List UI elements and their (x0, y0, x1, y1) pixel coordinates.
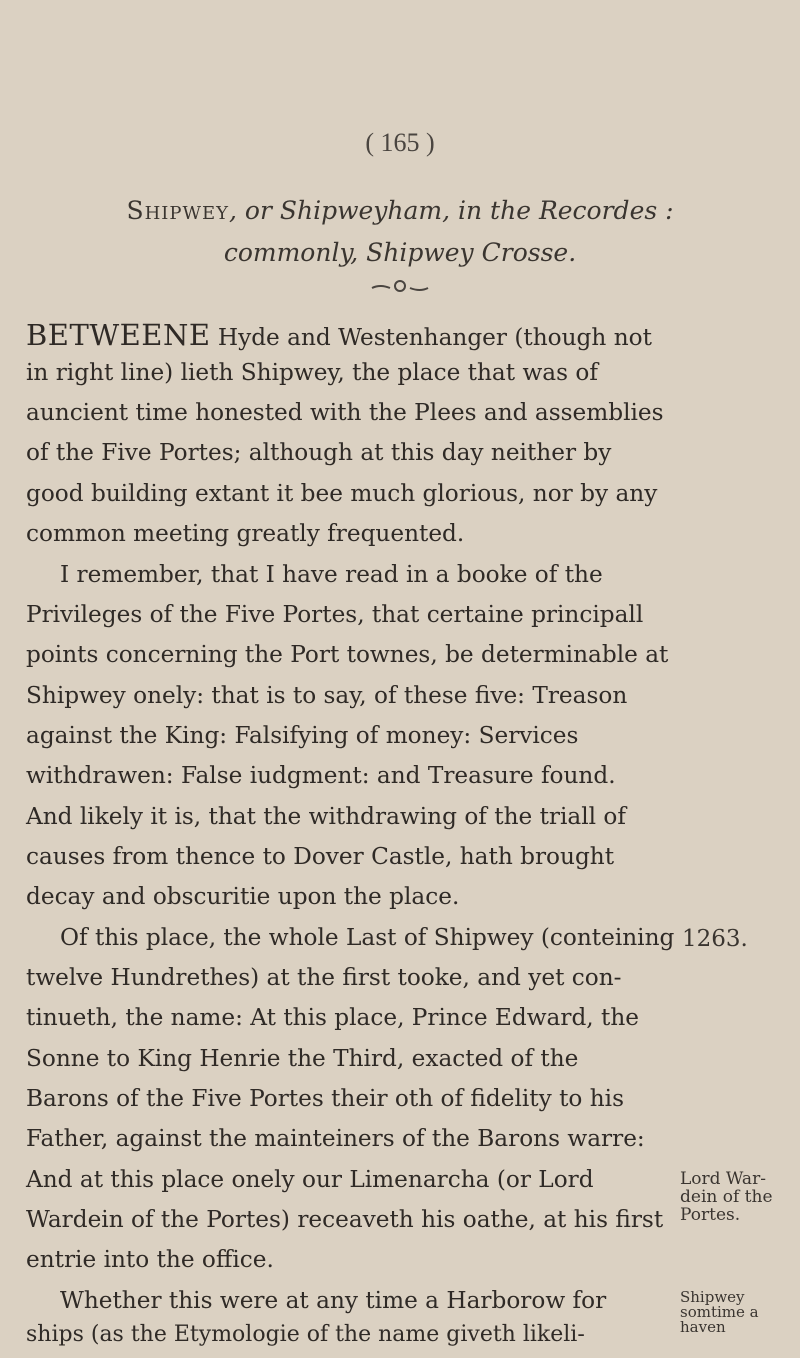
text-line: against the King: Falsifying of money: Services (26, 722, 579, 749)
text-line: Whether this were at any time a Harborow for (60, 1287, 607, 1314)
text-line: Shipwey onely: that is to say, of these five: Treason (26, 682, 628, 709)
text-line: I remember, that I have read in a booke of the (60, 561, 603, 588)
margin-note-shipwey-haven: Shipwey somtime a haven (680, 1288, 759, 1336)
text-line: Father, against the mainteiners of the Barons warre: (26, 1125, 645, 1152)
title-rest: , or Shipweyham, in the Recordes : (229, 196, 674, 225)
margin-note-lord-warden: Lord War- dein of the Portes. (680, 1169, 773, 1225)
text-line: Sonne to King Henrie the Third, exacted of the (26, 1045, 579, 1072)
text-line: of the Five Portes; although at this day neither by (26, 439, 612, 466)
text-line: Of this place, the whole Last of Shipwey (conteining (60, 924, 675, 951)
text-line: points concerning the Port townes, be determinable at (26, 641, 669, 668)
page-title (0, 196, 800, 225)
text-line: good building extant it bee much glorious, nor by any (26, 480, 658, 507)
text-line: in right line) lieth Shipwey, the place that was of (26, 359, 598, 386)
text-line: decay and obscuritie upon the place. (26, 883, 460, 910)
text-line: ships (as the Etymologie of the name giveth likeli- (26, 1322, 585, 1347)
ornament-divider-icon (370, 276, 430, 298)
text-line: entrie into the office. (26, 1246, 274, 1273)
text-line: withdrawen: False iudgment: and Treasure found. (26, 762, 616, 789)
text-line: Wardein of the Portes) receaveth his oathe, at his first (26, 1206, 664, 1233)
text-line: BETWEENE Hyde and Westenhanger (though not (26, 318, 652, 352)
text-line: auncient time honested with the Plees and assemblies (26, 399, 664, 426)
page-subtitle: commonly, Shipwey Crosse. (223, 238, 577, 267)
text-line: twelve Hundrethes) at the first tooke, and yet con- (26, 964, 622, 991)
text-line: And at this place onely our Limenarcha (or Lord (26, 1166, 594, 1193)
text-line: causes from thence to Dover Castle, hath brought (26, 843, 615, 870)
text-line: Barons of the Five Portes their oth of fidelity to his (26, 1085, 624, 1112)
text-line: common meeting greatly frequented. (26, 520, 465, 547)
margin-note-year: 1263. (682, 926, 748, 952)
title-place-name: Shipwey (126, 196, 230, 225)
text-line: And likely it is, that the withdrawing of the triall of (26, 803, 626, 830)
page-number: ( 165 ) (365, 128, 435, 157)
text-line: Privileges of the Five Portes, that certaine principall (26, 601, 644, 628)
dropcap-word: BETWEENE (26, 318, 211, 352)
text-line: tinueth, the name: At this place, Prince Edward, the (26, 1004, 640, 1031)
